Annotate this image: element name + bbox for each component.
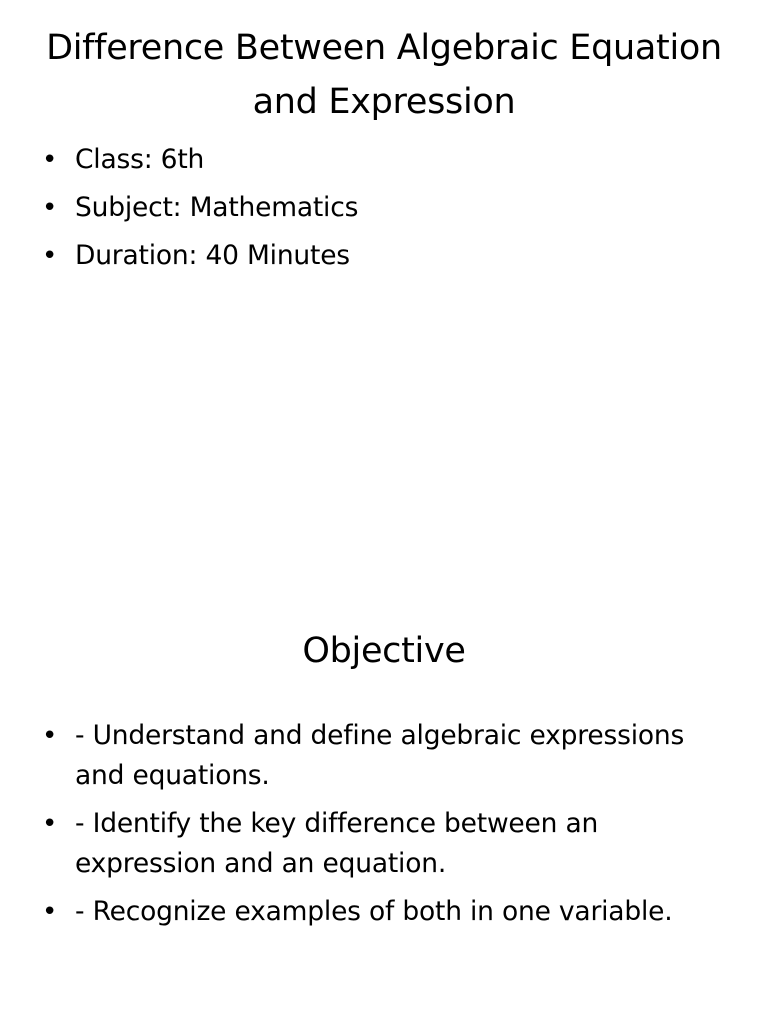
bullet-text: Class: 6th (75, 144, 205, 175)
bullet-icon: • (42, 193, 58, 223)
bullet-icon: • (42, 241, 58, 271)
bullet-icon: • (42, 897, 58, 927)
bullet-icon: • (42, 809, 58, 839)
bullet-item-objective-1 (40, 716, 730, 796)
bullet-item-duration (40, 236, 730, 276)
bullet-item-class (40, 140, 730, 180)
bullet-item-subject (40, 188, 730, 228)
bullet-text: - Recognize examples of both in one variable. (75, 896, 673, 927)
bullet-icon: • (42, 145, 58, 175)
bullet-item-objective-2 (40, 804, 730, 884)
bullet-icon: • (42, 721, 58, 751)
bullet-text: Subject: Mathematics (75, 192, 359, 223)
bullet-list (40, 140, 730, 284)
slide-title: Difference Between Algebraic Equation and Expression (46, 28, 722, 122)
bullet-item-objective-3 (40, 892, 730, 932)
bullet-text: Duration: 40 Minutes (75, 240, 350, 271)
bullet-text: - Identify the key difference between an expression and an equation. (75, 808, 599, 879)
bullet-list (40, 716, 730, 940)
slide-objective (0, 576, 768, 1024)
bullet-text: - Understand and define algebraic expressions and equations. (75, 720, 685, 791)
slide-title: Objective (302, 631, 466, 671)
